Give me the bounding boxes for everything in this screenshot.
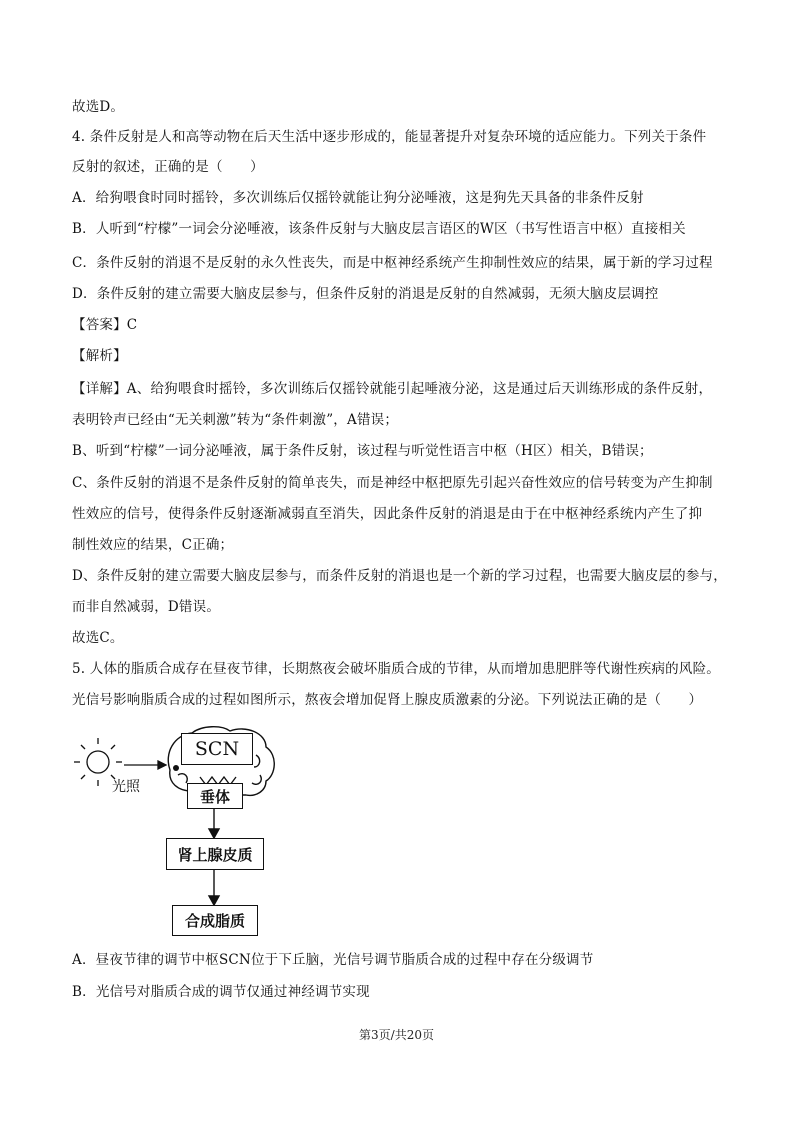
text-line: 故选D。 [72,99,125,115]
lipid-synthesis-box: 合成脂质 [172,905,258,936]
arrow-pituitary-to-adrenal [209,809,219,838]
question-5-stem-cont: 光信号影响脂质合成的过程如图所示，熬夜会增加促肾上腺皮质激素的分泌。下列说法正确的是（ ） [72,692,703,708]
explanation-line: 而非自然减弱，D错误。 [72,599,221,615]
question-5-stem: 5. 人体的脂质合成存在昼夜节律，长期熬夜会破坏脂质合成的节律，从而增加患肥胖等代谢性疾病的风险。 [72,661,720,677]
light-arrow [124,761,166,769]
option-a: A．昼夜节律的调节中枢SCN位于下丘脑，光信号调节脂质合成的过程中存在分级调节 [72,952,594,968]
option-a: A．给狗喂食时同时摇铃，多次训练后仅摇铃就能让狗分泌唾液，这是狗先天具备的非条件反射 [72,190,644,206]
explanation-line: D、条件反射的建立需要大脑皮层参与，而条件反射的消退也是一个新的学习过程，也需要大脑皮层的参与， [72,568,727,584]
question-4-stem: 4. 条件反射是人和高等动物在后天生活中逐步形成的，能显著提升对复杂环境的适应能力。下列关于条件 [72,129,707,145]
explanation-line: 【详解】A、给狗喂食时摇铃，多次训练后仅摇铃就能引起唾液分泌，这是通过后天训练形成的条件反射， [72,381,713,397]
option-b: B．人听到“柠檬”一词会分泌唾液，该条件反射与大脑皮层言语区的W区（书写性语言中枢）直接相关 [72,221,686,237]
brain-dot [173,765,179,771]
option-d: D．条件反射的建立需要大脑皮层参与，但条件反射的消退是反射的自然减弱，无须大脑皮层调控 [72,286,659,302]
scn-box: SCN [181,733,253,765]
option-b: B．光信号对脂质合成的调节仅通过神经调节实现 [72,984,370,1000]
question-4-stem-cont: 反射的叙述，正确的是（ ） [72,159,264,175]
explanation-line: 制性效应的结果，C正确； [72,537,234,553]
adrenal-cortex-box: 肾上腺皮质 [166,838,264,870]
process-diagram [70,725,290,940]
explanation-line: 表明铃声已经由“无关刺激”转为“条件刺激”，A错误； [72,412,399,428]
answer-label: 【答案】C [72,317,138,333]
analysis-label: 【解析】 [72,348,127,364]
explanation-line: B、听到“柠檬”一词分泌唾液，属于条件反射，该过程与听觉性语言中枢（H区）相关，B错误； [72,443,653,459]
pituitary-box: 垂体 [187,783,243,809]
page-footer: 第3页/共20页 [359,1028,434,1042]
arrow-adrenal-to-lipid [209,870,219,905]
option-c: C．条件反射的消退不是反射的永久性丧失，而是中枢神经系统产生抑制性效应的结果，属于新的学习过程 [72,255,713,271]
text-line: 故选C。 [72,630,124,646]
light-label: 光照 [112,779,140,795]
explanation-line: 性效应的信号，使得条件反射逐渐减弱直至消失，因此条件反射的消退是由于在中枢神经系统内产生了抑 [72,506,703,522]
explanation-line: C、条件反射的消退不是条件反射的简单丧失，而是神经中枢把原先引起兴奋性效应的信号转变为产生抑制 [72,475,713,491]
